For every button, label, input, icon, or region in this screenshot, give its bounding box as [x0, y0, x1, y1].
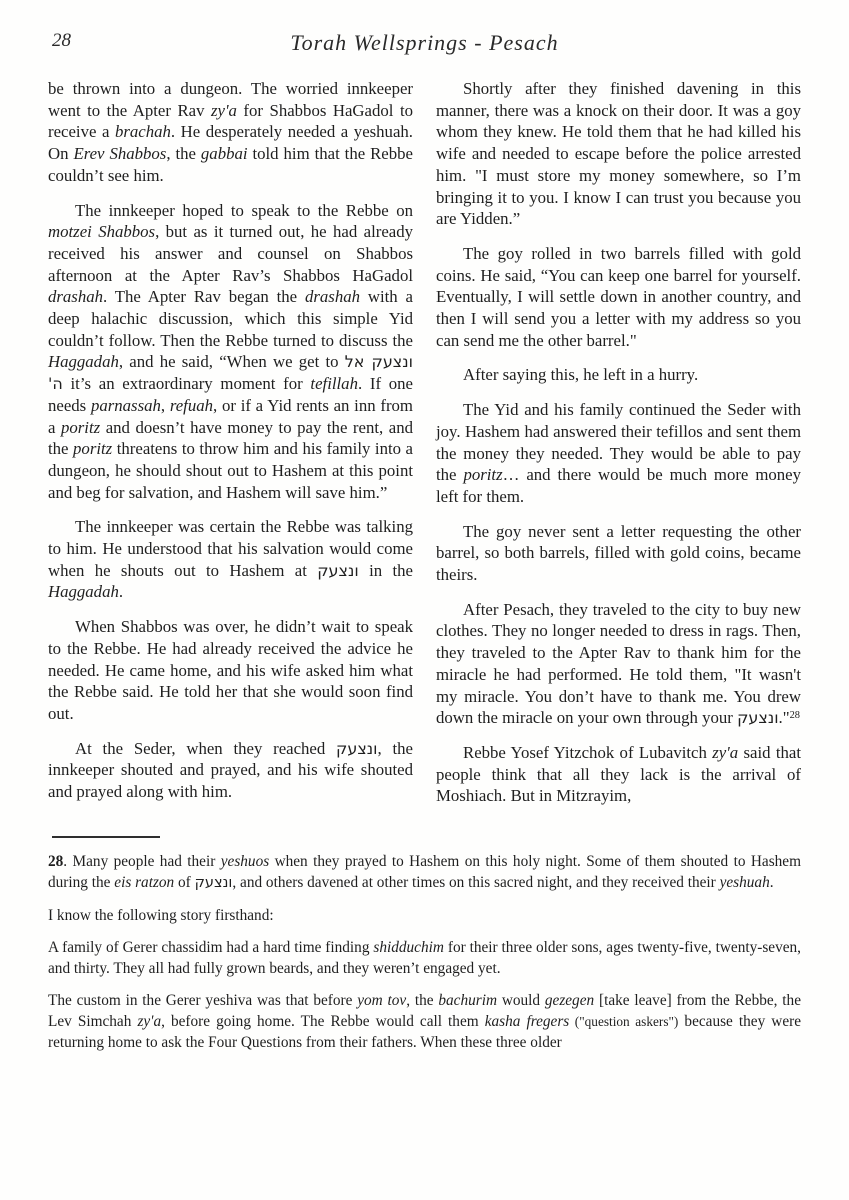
text-segment: zy'a — [712, 742, 739, 762]
text-segment: refuah — [169, 395, 214, 415]
text-segment: Haggadah — [48, 582, 119, 602]
paragraph — [436, 243, 801, 352]
page-title: Torah Wellsprings - Pesach — [290, 30, 559, 55]
hebrew-text: ונצעק — [317, 560, 359, 580]
text-segment: Rebbe Yosef Yitzchok of Lubavitch — [463, 742, 713, 762]
text-segment: threatens to throw him and his family into a dungeon, he should shout out to Hashem at this point and beg for salvation, and Hashem will save him.” — [48, 439, 413, 502]
text-segment: said that people think that all they lack is the arrival of Moshiach. But in Mitzrayim, — [436, 742, 801, 806]
text-segment: yeshuah — [719, 874, 770, 892]
text-segment: , and he said, “When we get to — [118, 352, 345, 372]
text-segment: , or if a Yid rents an inn from a — [48, 395, 413, 437]
footnotes-section — [0, 851, 849, 1053]
text-segment: yom tov — [357, 992, 407, 1010]
text-segment: , the — [166, 144, 201, 164]
page-header — [0, 0, 849, 64]
text-segment: , the — [406, 992, 439, 1010]
paragraph — [436, 78, 801, 230]
text-segment: zy'a — [210, 100, 237, 120]
text-segment: for Shabbos HaGadol to receive a — [48, 100, 413, 142]
text-segment: it’s an extraordinary moment for — [62, 374, 311, 394]
text-segment: gezegen — [544, 992, 595, 1010]
paragraph — [48, 738, 413, 803]
paragraph — [48, 937, 801, 979]
text-segment: A family of Gerer chassidim had a hard time finding — [48, 939, 374, 957]
text-segment: The innkeeper was certain the Rebbe was talking to him. He understood that his salvation would come when he shouts out to Hashem at — [48, 517, 413, 580]
text-segment: poritz — [73, 439, 113, 459]
text-segment: , the innkeeper shouted and prayed, and his wife shouted and prayed along with him. — [48, 738, 413, 802]
text-segment: yeshuos — [220, 853, 270, 871]
paragraph — [48, 200, 413, 504]
paragraph — [436, 599, 801, 729]
hebrew-text: ונצעק — [336, 738, 378, 758]
text-segment: poritz — [61, 417, 101, 437]
text-segment: in the — [358, 560, 413, 580]
paragraph — [48, 905, 801, 926]
text-segment: ("question askers") — [569, 1014, 679, 1030]
text-segment: shidduchim — [373, 939, 444, 957]
text-segment: , before going home. The Rebbe would call them — [161, 1013, 485, 1031]
text-segment: be thrown into a dungeon. The worried innkeeper went to the Apter Rav — [48, 79, 413, 120]
text-segment: The innkeeper hoped to speak to the Rebbe on — [75, 200, 413, 220]
text-segment: I know the following story firsthand: — [48, 907, 274, 925]
text-segment: drashah — [48, 287, 104, 307]
text-segment: . Many people had their — [63, 853, 221, 871]
text-segment: poritz — [463, 465, 503, 485]
text-segment: . He desperately needed a yeshuah. On — [48, 122, 413, 164]
text-segment: … and there would be much more money left for them. — [436, 465, 801, 506]
text-segment: Erev Shabbos — [73, 144, 167, 164]
text-segment: . If one needs — [48, 374, 414, 415]
text-segment: After saying this, he left in a hurry. — [463, 365, 699, 385]
text-segment: , — [160, 395, 170, 415]
text-segment: tefillah — [310, 374, 358, 394]
text-segment: would — [497, 992, 545, 1010]
text-segment: told him that the Rebbe couldn’t see him. — [48, 144, 413, 185]
text-segment: when they prayed to Hashem on this holy night. Some of them shouted to Hashem during the — [48, 853, 801, 892]
text-segment: After Pesach, they traveled to the city to buy new clothes. They no longer needed to dress in rags. Then, they traveled to the Apter Rav to thank him for the miracle he had performed. He told them, "It wasn't my miracle. You don’t have to thank me. You drew down the miracle on your own through your — [436, 599, 801, 728]
text-segment: for their three older sons, ages twenty-five, twenty-seven, and thirty. They all had fully grown beards, and they weren’t engaged yet. — [48, 939, 801, 978]
text-segment: zy'a — [137, 1013, 162, 1031]
text-segment: motzei Shabbos — [48, 222, 156, 242]
text-segment: parnassah — [90, 395, 161, 415]
text-segment: The Yid and his family continued the Seder with joy. Hashem had answered their tefillos and sent them the money they needed. They would be able to pay the — [436, 400, 801, 485]
text-segment: The goy never sent a letter requesting the other barrel, so both barrels, filled with gold coins, became theirs. — [436, 521, 801, 585]
paragraph — [48, 851, 801, 894]
paragraph — [48, 78, 413, 187]
hebrew-text: ונצעק — [194, 875, 233, 892]
text-segment: gabbai — [200, 144, 248, 164]
text-segment: bachurim — [438, 992, 497, 1010]
text-segment: . — [118, 582, 124, 602]
text-segment: brachah — [114, 122, 171, 142]
text-segment: When Shabbos was over, he didn’t wait to speak to the Rebbe. He had already received the advice he needed. He came home, and his wife asked him what the Rebbe said. He told her that she would soon find out. — [48, 617, 413, 723]
text-segment: eis ratzon — [114, 874, 175, 892]
text-segment: . — [769, 874, 774, 892]
paragraph — [48, 616, 413, 725]
text-segment: , but as it turned out, he had already received his answer and counsel on Shabbos afternoon at the Apter Rav’s Shabbos HaGadol — [48, 222, 413, 285]
text-segment: of — [174, 874, 195, 892]
text-segment: The custom in the Gerer yeshiva was that before — [48, 992, 358, 1010]
body-columns — [0, 64, 849, 820]
right-column — [436, 78, 801, 820]
paragraph — [48, 516, 413, 603]
text-segment: drashah — [304, 287, 360, 307]
text-segment: 28 — [48, 853, 64, 871]
paragraph — [436, 399, 801, 508]
hebrew-text: ונצעק אל ה' — [48, 352, 413, 394]
text-segment: At the Seder, when they reached — [75, 738, 337, 758]
text-segment: ." — [778, 708, 790, 728]
paragraph — [436, 521, 801, 586]
footnote-reference: 28 — [789, 710, 800, 722]
text-segment: kasha fregers — [484, 1013, 570, 1031]
text-segment: . The Apter Rav began the — [103, 287, 305, 307]
text-segment: Shortly after they finished davening in this manner, there was a knock on their door. It was a goy whom they knew. He told them that he had killed his wife and needed to escape before the police arrested him. "I must store my money somewhere, so I’m bringing it to you. I know I can trust you because you are Yidden.” — [436, 79, 801, 229]
paragraph — [436, 742, 801, 807]
text-segment: because they were returning home to ask the Four Questions from their fathers. When these three older — [48, 1013, 802, 1052]
text-segment: and doesn’t have money to pay the rent, and the — [48, 417, 413, 459]
page-number: 28 — [52, 30, 71, 51]
footnote-separator — [52, 836, 160, 838]
hebrew-text: ונצעק — [737, 708, 779, 728]
text-segment: [take leave] from the Rebbe, the Lev Simchah — [48, 992, 801, 1031]
text-segment: Haggadah — [48, 352, 119, 372]
paragraph — [436, 364, 801, 386]
text-segment: , and others davened at other times on this sacred night, and they received their — [232, 874, 720, 892]
paragraph — [48, 990, 801, 1053]
text-segment: The goy rolled in two barrels filled with gold coins. He said, “You can keep one barrel for yourself. Eventually, I will settle down in another country, and then I will send you a letter with my address so you can send me the other barrel." — [436, 243, 801, 350]
left-column — [48, 78, 413, 820]
text-segment: with a deep halachic discussion, which this simple Yid couldn’t follow. Then the Rebbe turned to discuss the — [48, 287, 413, 350]
